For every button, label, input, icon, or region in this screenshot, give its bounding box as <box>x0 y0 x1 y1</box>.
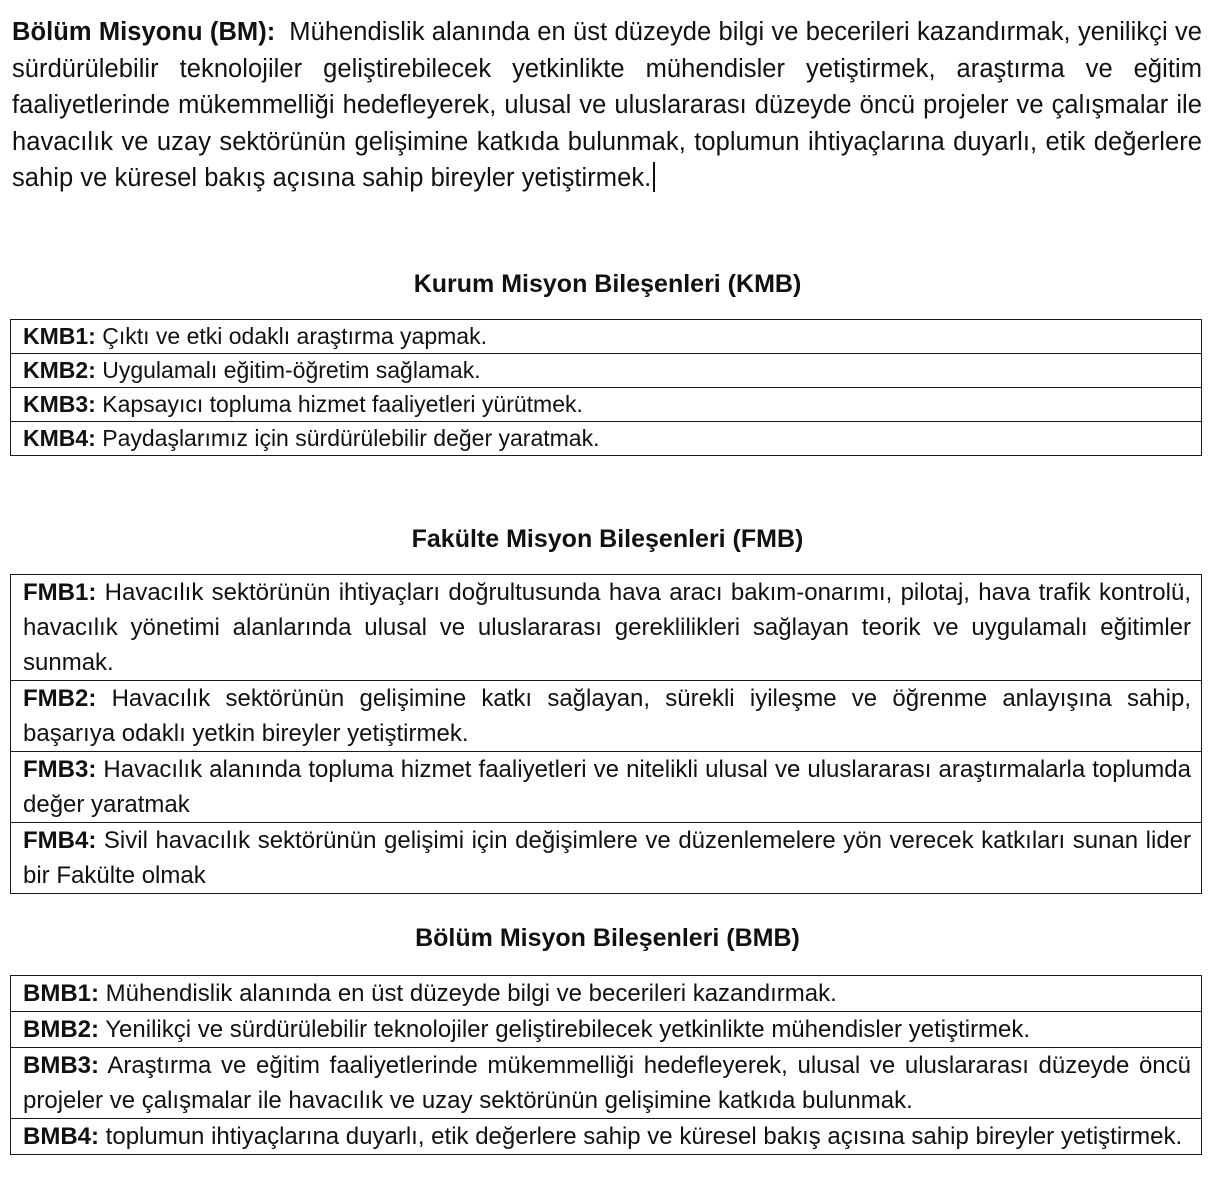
item-code: BMB2: <box>23 1016 99 1043</box>
table-row <box>11 1048 1202 1119</box>
item-text: Araştırma ve eğitim faaliyetlerinde mükemmelliği hedefleyerek, ulusal ve uluslararası düzeyde öncü projeler ve çalışmalar ile havacılık ve uzay sektörünün gelişimine katkıda bulunmak. <box>23 1052 1191 1114</box>
item-text: Havacılık sektörünün gelişimine katkı sağlayan, sürekli iyileşme ve öğrenme anlayışına sahip, başarıya odaklı yetkin bireyler yetiştirmek. <box>23 685 1191 747</box>
table-cell[interactable] <box>11 422 1202 456</box>
item-code: BMB4: <box>23 1123 99 1150</box>
table-cell[interactable] <box>11 354 1202 388</box>
item-text: Sivil havacılık sektörünün gelişimi için değişimlere ve düzenlemelere yön verecek katkıları sunan lider bir Fakülte olmak <box>23 827 1192 889</box>
bmb-table <box>10 975 1202 1155</box>
item-code: KMB1: <box>23 323 96 349</box>
item-code: KMB3: <box>23 391 96 417</box>
item-text: Kapsayıcı topluma hizmet faaliyetleri yürütmek. <box>102 391 583 417</box>
table-row <box>11 422 1202 456</box>
item-code: FMB2: <box>23 685 97 712</box>
table-cell[interactable] <box>11 320 1202 354</box>
table-cell[interactable] <box>11 388 1202 422</box>
table-row <box>11 1012 1202 1048</box>
text-cursor <box>653 162 655 192</box>
table-row <box>11 1119 1202 1155</box>
table-row <box>11 320 1202 354</box>
table-cell[interactable] <box>11 1012 1202 1048</box>
table-cell[interactable] <box>11 1048 1202 1119</box>
item-code: KMB4: <box>23 425 96 451</box>
item-text: toplumun ihtiyaçlarına duyarlı, etik değerlere sahip ve küresel bakış açısına sahip bireyler yetiştirmek. <box>105 1123 1183 1150</box>
department-mission-label: Bölüm Misyonu (BM): <box>12 18 276 46</box>
table-cell[interactable] <box>11 1119 1202 1155</box>
table-row <box>11 752 1202 823</box>
kmb-section-title: Kurum Misyon Bileşenleri (KMB) <box>413 270 802 298</box>
item-code: FMB4: <box>23 827 97 854</box>
table-cell[interactable] <box>11 681 1202 752</box>
item-code: FMB1: <box>23 579 97 606</box>
table-cell[interactable] <box>11 575 1202 681</box>
item-code: FMB3: <box>23 756 97 783</box>
item-text: Havacılık sektörünün ihtiyaçları doğrultusunda hava aracı bakım-onarımı, pilotaj, hava trafik kontrolü, havacılık yönetimi alanlarında ulusal ve uluslararası gereklilikleri sağlayan teorik ve uygulamalı eğitimler sunmak. <box>23 579 1191 676</box>
item-text: Havacılık alanında topluma hizmet faaliyetleri ve nitelikli ulusal ve uluslararası araştırmalarla toplumda değer yaratmak <box>23 756 1191 818</box>
table-row <box>11 575 1202 681</box>
item-text: Uygulamalı eğitim-öğretim sağlamak. <box>102 357 481 383</box>
table-row <box>11 976 1202 1012</box>
department-mission-text: Mühendislik alanında en üst düzeyde bilgi ve becerileri kazandırmak, yenilikçi ve sürdürülebilir teknolojiler geliştirebilecek yetkinlikte mühendisler yetiştirmek, araştırma ve eğitim faaliyetlerinde mükemmelliği hedefleyerek, ulusal ve uluslararası düzeyde öncü projeler ve çalışmalar ile havacılık ve uzay sektörünün gelişimine katkıda bulunmak, toplumun ihtiyaçlarına duyarlı, etik değerlere sahip ve küresel bakış açısına sahip bireyler yetiştirmek. <box>12 18 1202 192</box>
table-cell[interactable] <box>11 976 1202 1012</box>
item-text: Çıktı ve etki odaklı araştırma yapmak. <box>102 323 487 349</box>
table-cell[interactable] <box>11 823 1202 894</box>
table-row <box>11 681 1202 752</box>
kmb-table <box>10 319 1202 456</box>
table-row <box>11 823 1202 894</box>
item-code: BMB3: <box>23 1052 99 1079</box>
bmb-section-title: Bölüm Misyon Bileşenleri (BMB) <box>415 924 800 952</box>
item-code: BMB1: <box>23 980 99 1007</box>
department-mission-paragraph[interactable] <box>12 14 1202 197</box>
fmb-table <box>10 574 1202 894</box>
item-text: Yenilikçi ve sürdürülebilir teknolojiler geliştirebilecek yetkinlikte mühendisler yetiştirmek. <box>105 1016 1031 1043</box>
item-text: Paydaşlarımız için sürdürülebilir değer yaratmak. <box>102 425 600 451</box>
item-text: Mühendislik alanında en üst düzeyde bilgi ve becerileri kazandırmak. <box>105 980 837 1007</box>
table-cell[interactable] <box>11 752 1202 823</box>
table-row <box>11 388 1202 422</box>
item-code: KMB2: <box>23 357 96 383</box>
table-row <box>11 354 1202 388</box>
fmb-section-title: Fakülte Misyon Bileşenleri (FMB) <box>411 525 804 553</box>
